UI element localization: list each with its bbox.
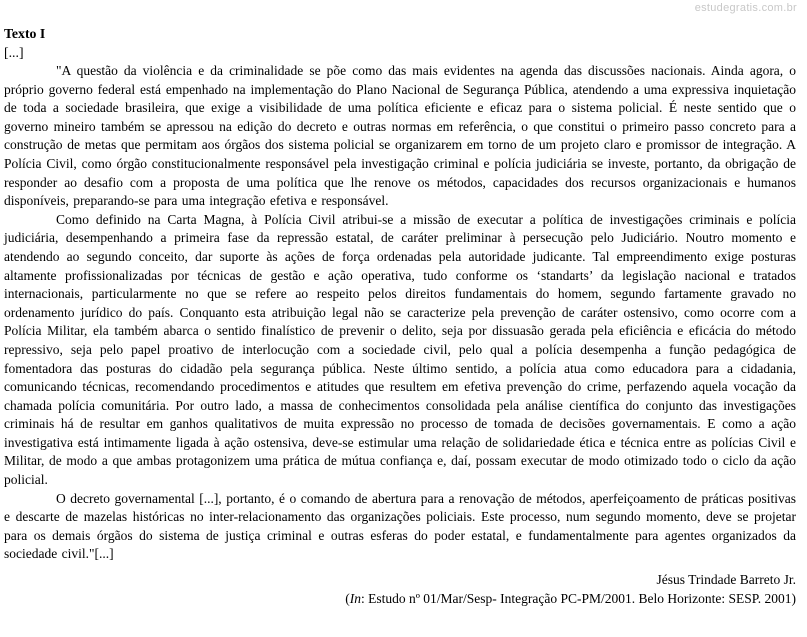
source-citation — [4, 590, 796, 609]
watermark-site-label: estudegratis.com.br — [694, 2, 797, 14]
source-in-label: In — [349, 590, 361, 606]
body-text — [4, 62, 796, 564]
paragraph-3: O decreto governamental [...], portanto, é o comando de abertura para a renovação de métodos, aperfeiçoamento de práticas positivas e descarte de mazelas históricas no inter-relacionamento das organizações policiais. Este processo, num segundo momento, deve se projetar para os demais órgãos do sistema de justiça criminal e outras esferas do poder estatal, e fundamentalmente para agentes organizados da sociedade civil."[...] — [4, 490, 796, 562]
document-title: Texto I — [4, 26, 46, 41]
source-reference-text: : Estudo nº 01/Mar/Sesp- Integração PC-PM/2001. Belo Horizonte: SESP. 2001) — [360, 590, 796, 606]
paragraph-2: Como definido na Carta Magna, à Polícia Civil atribui-se a missão de executar a política de investigações criminais e polícia judiciária, desempenhando a primeira fase da repressão estatal, de caráter preliminar à persecução pelo Judiciário. Noutro momento e atendendo ao segundo conceito, dar suporte às ações de força ordenadas pela autoridade judicante. Tal empreendimento exige posturas altamente profissionalizadas por técnicas de gestão e ação operativa, tudo conforme os ‘standarts’ da legislação nacional e tratados internacionais, particularmente no que se refere ao respeito pelos direitos fundamentais do homem, segundo fartamente gravado no ordenamento jurídico do país. Conquanto esta atribuição legal não se caracterize pela prevenção de caráter ostensivo, como ocorre com a Polícia Militar, ela também abarca o sentido finalístico de prevenir o delito, seja por dissuasão gerada pela eficiência e eficácia do método repressivo, seja pelo papel proativo de interlocução com a sociedade civil, pelo qual a polícia desempenha a função pedagógica de fomentadora das posturas do cidadão pela segurança pública. Neste último sentido, a polícia atua como educadora para a cidadania, comunicando técnicas, recomendando procedimentos e atitudes que resultem em efetiva prevenção do crime, perfazendo aquela vocação da chamada polícia comunitária. Por outro lado, a massa de conhecimentos consolidada pela análise científica do conjunto das investigações criminais há de resultar em ganhos qualitativos de muita expressão no processo de tomada de decisões governamentais. E como a ação investigativa está intimamente ligada à ação ostensiva, deve-se estimular uma relação de solidariedade ética e técnica entre as polícias Civil e Militar, de modo a que ambas protagonizem uma prática de mútua confiança e, daí, possam executar de modo otimizado todo o ciclo da ação policial. — [4, 211, 796, 488]
omission-marker-top: [...] — [4, 45, 24, 60]
source-open-paren: ( — [345, 590, 350, 606]
author-name: Jésus Trindade Barreto Jr. — [656, 572, 796, 588]
attribution-block — [4, 571, 796, 608]
paragraph-1: "A questão da violência e da criminalidade se põe como das mais evidentes na agenda das discussões nacionais. Ainda agora, o próprio governo federal está empenhado na implementação do Plano Nacional de Segurança Pública, atendendo a uma expressiva inquietação de toda a sociedade brasileira, que exige a visibilidade de uma política eficiente e eficaz para o sistema policial. É neste sentido que o governo mineiro também se apressou na edição do decreto e outras normas em referência, o que constitui o primeiro passo concreto para a construção de metas que permitam aos órgãos dos sistema policial se organizarem em torno de um projeto claro e promissor de integração. A Polícia Civil, como órgão constitucionalmente responsável pela investigação criminal e polícia judiciária se investe, portanto, da obrigação de responder ao desafio com a proposta de uma política que lhe renove os métodos, capacidades dos recursos organizacionais e humanos disponíveis, preparando-se para uma integração efetiva e responsável. — [4, 63, 796, 209]
